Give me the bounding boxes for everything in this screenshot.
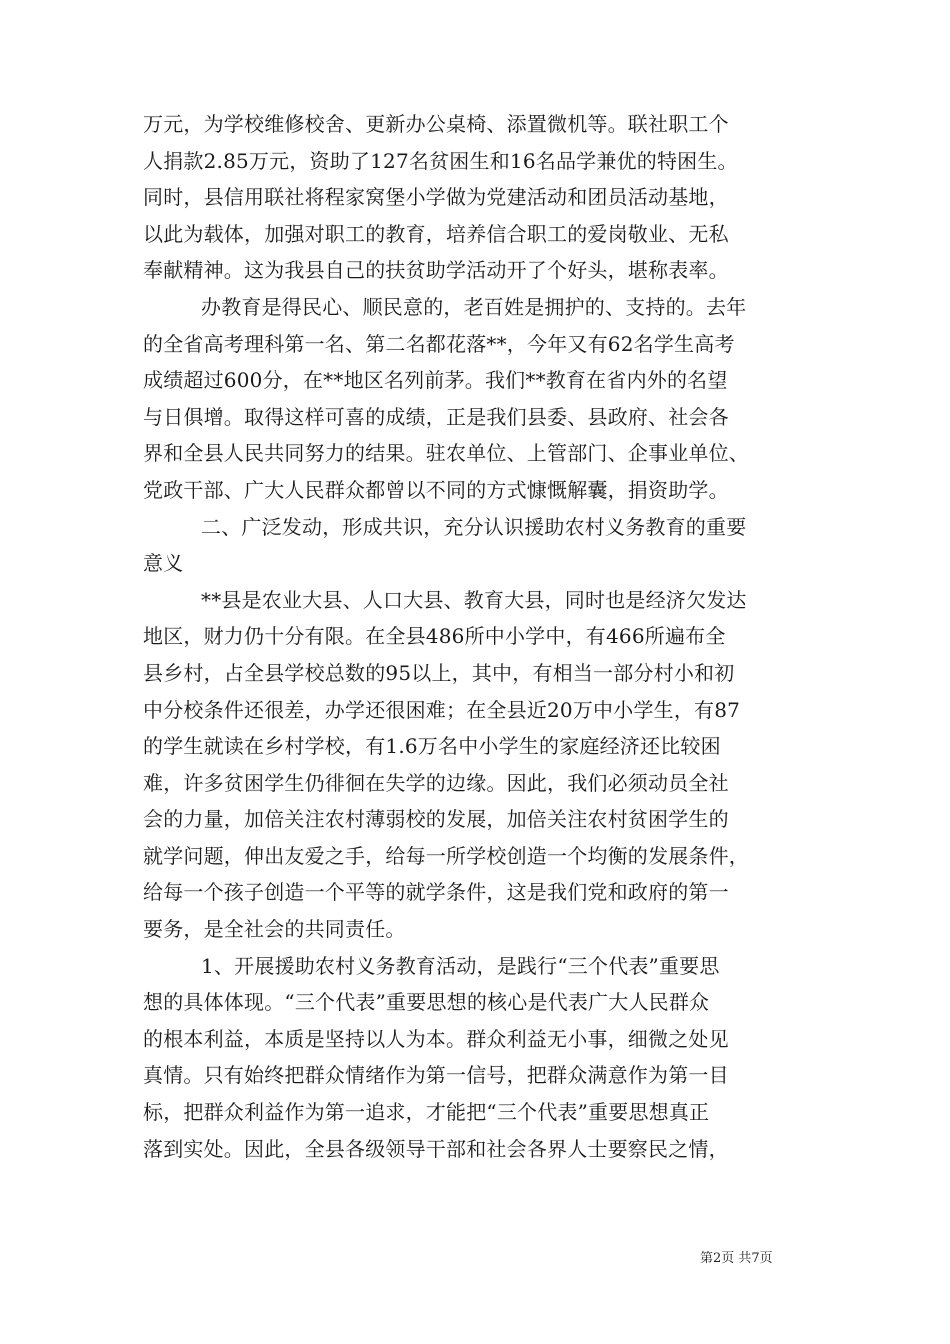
- text-line: 党政干部、广大人民群众都曾以不同的方式慷慨解囊，捐资助学。: [143, 477, 729, 502]
- text-line: 给每一个孩子创造一个平等的就学条件，这是我们党和政府的第一: [143, 880, 729, 905]
- text-line: 的全省高考理科第一名、第二名都花落**，今年又有62名学生高考: [143, 331, 735, 356]
- text-line: 万元，为学校维修校舍、更新办公桌椅、添置微机等。联社职工个: [143, 112, 729, 136]
- text-line: 标，把群众利益作为第一追求，才能把“三个代表”重要思想真正: [143, 1100, 710, 1125]
- text-line: 与日俱增。取得这样可喜的成绩，正是我们县委、县政府、社会各: [143, 404, 729, 429]
- text-line: 同时，县信用联社将程家窝堡小学做为党建活动和团员活动基地，: [143, 185, 729, 210]
- page-number: 第2页 共7页: [700, 1251, 773, 1266]
- text-line: 会的力量，加倍关注农村薄弱校的发展，加倍关注农村贫困学生的: [143, 807, 729, 832]
- text-line: 县乡村，占全县学校总数的95以上，其中，有相当一部分村小和初: [143, 660, 735, 685]
- text-line: 的根本利益，本质是坚持以人为本。群众利益无小事，细微之处见: [143, 1026, 729, 1051]
- text-line: 奉献精神。这为我县自己的扶贫助学活动开了个好头，堪称表率。: [143, 258, 729, 283]
- text-line: 就学问题，伸出友爱之手，给每一所学校创造一个均衡的发展条件，: [143, 843, 749, 868]
- text-line: 要务，是全社会的共同责任。: [143, 917, 406, 942]
- text-line: 地区，财力仍十分有限。在全县486所中小学中，有466所遍布全: [143, 624, 726, 649]
- document-body: [143, 106, 813, 1167]
- text-line: 中分校条件还很差，办学还很困难；在全县近20万中小学生，有87: [143, 697, 741, 722]
- text-line: 难，许多贫困学生仍徘徊在失学的边缘。因此，我们必须动员全社: [143, 770, 729, 795]
- text-line: 界和全县人民共同努力的结果。驻农单位、上管部门、企事业单位、: [143, 441, 749, 466]
- paragraph-start-line: **县是农业大县、人口大县、教育大县，同时也是经济欠发达: [201, 587, 747, 612]
- text-line: 想的具体体现。“三个代表”重要思想的核心是代表广大人民群众: [143, 990, 710, 1015]
- text-line: 人捐款2.85万元，资助了127名贫困生和16名品学兼优的特困生。: [143, 148, 738, 173]
- text-line: 落到实处。因此，全县各级领导干部和社会各界人士要察民之情，: [143, 1136, 729, 1161]
- text-line: 真情。只有始终把群众情绪作为第一信号，把群众满意作为第一目: [143, 1063, 729, 1088]
- text-line: 以此为载体，加强对职工的教育，培养信合职工的爱岗敬业、无私: [143, 221, 729, 246]
- section-heading-line: 二、广泛发动，形成共识，充分认识援助农村义务教育的重要: [201, 514, 747, 539]
- text-line: 的学生就读在乡村学校，有1.6万名中小学生的家庭经济还比较困: [143, 734, 721, 759]
- section-heading-line: 意义: [143, 551, 184, 576]
- paragraph-start-line: 办教育是得民心、顺民意的，老百姓是拥护的、支持的。去年: [201, 294, 747, 319]
- text-line: 成绩超过600分，在**地区名列前茅。我们**教育在省内外的名望: [143, 368, 728, 393]
- paragraph-start-line: 1、开展援助农村义务教育活动，是践行“三个代表”重要思: [201, 953, 720, 978]
